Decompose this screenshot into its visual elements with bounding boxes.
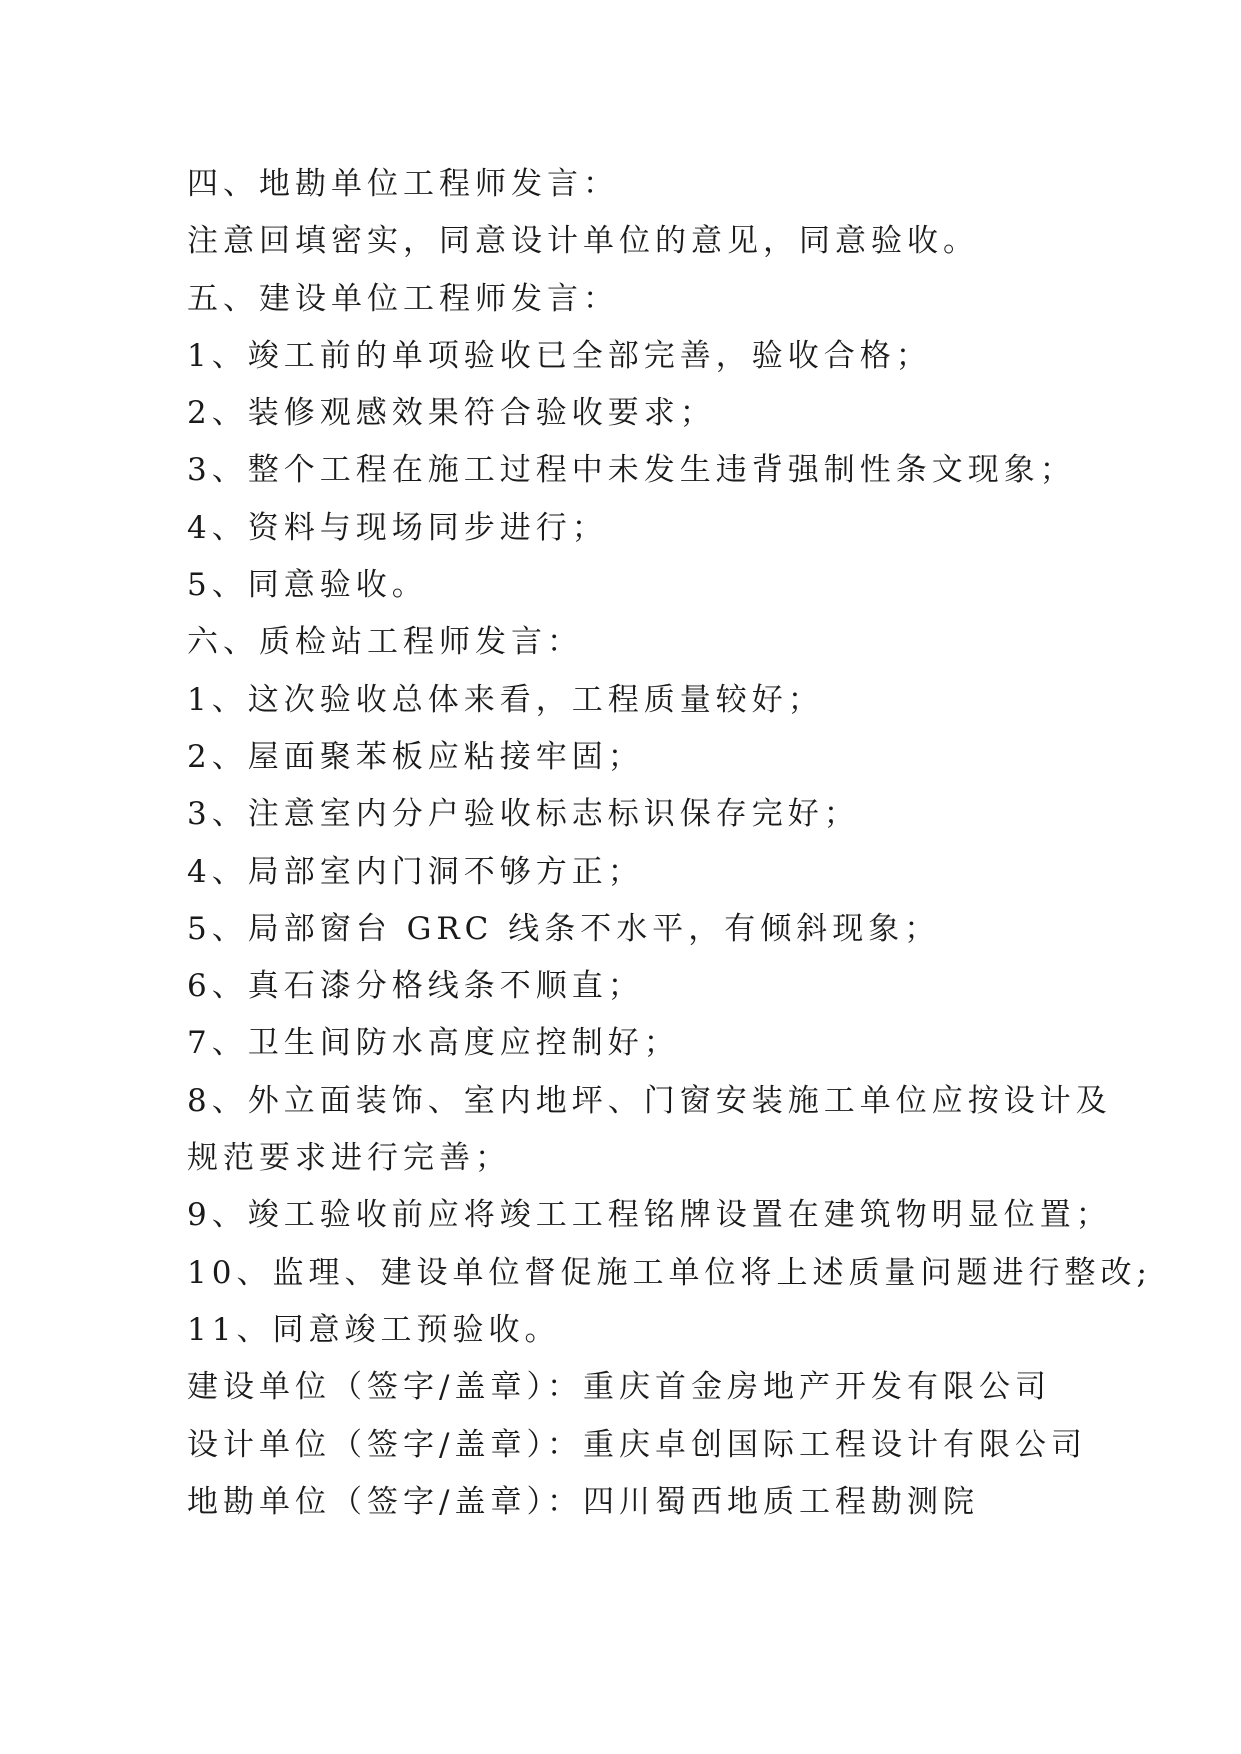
list-item: 10、监理、建设单位督促施工单位将上述质量问题进行整改;: [187, 1254, 1152, 1291]
list-item: 1、竣工前的单项验收已全部完善，验收合格；: [187, 337, 932, 374]
list-item: 5、局部窗台 GRC 线条不水平，有倾斜现象；: [187, 910, 941, 947]
list-item-continuation: 规范要求进行完善；: [187, 1140, 511, 1177]
signature-line-builder: 建设单位（签字/盖章）：重庆首金房地产开发有限公司: [187, 1369, 1051, 1406]
list-item: 8、外立面装饰、室内地坪、门窗安装施工单位应按设计及: [187, 1082, 1112, 1119]
list-item: 3、注意室内分户验收标志标识保存完好；: [187, 796, 860, 833]
paragraph-line: 注意回填密实，同意设计单位的意见，同意验收。: [187, 223, 979, 260]
list-item: 9、竣工验收前应将竣工工程铭牌设置在建筑物明显位置；: [187, 1197, 1112, 1234]
list-item: 7、卫生间防水高度应控制好；: [187, 1025, 680, 1062]
list-item: 2、装修观感效果符合验收要求；: [187, 395, 716, 432]
document-body: [187, 156, 1152, 1531]
signature-line-designer: 设计单位（签字/盖章）：重庆卓创国际工程设计有限公司: [187, 1426, 1087, 1463]
list-item: 2、屋面聚苯板应粘接牢固；: [187, 738, 644, 775]
list-item: 5、同意验收。: [187, 567, 428, 604]
section-heading-quality-station: 六、质检站工程师发言：: [187, 624, 583, 661]
section-heading-survey: 四、地勘单位工程师发言：: [187, 166, 619, 202]
list-item: 1、这次验收总体来看，工程质量较好；: [187, 681, 824, 718]
list-item: 11、同意竣工预验收。: [187, 1311, 561, 1348]
signature-line-survey: 地勘单位（签字/盖章）：四川蜀西地质工程勘测院: [187, 1483, 979, 1520]
list-item: 6、真石漆分格线条不顺直；: [187, 968, 644, 1005]
list-item: 4、资料与现场同步进行；: [187, 509, 608, 546]
section-heading-construction: 五、建设单位工程师发言：: [187, 280, 619, 317]
list-item: 4、局部室内门洞不够方正；: [187, 853, 644, 890]
list-item: 3、整个工程在施工过程中未发生违背强制性条文现象；: [187, 452, 1076, 489]
